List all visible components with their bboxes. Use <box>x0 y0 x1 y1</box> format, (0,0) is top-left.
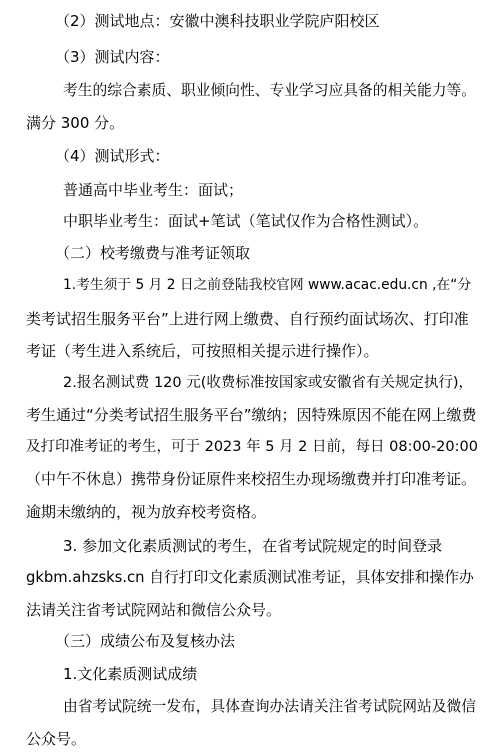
paragraph-line: 逾期未缴纳的，视为放弃校考资格。 <box>26 503 267 521</box>
paragraph-line: 1.文化素质测试成绩 <box>63 665 198 683</box>
paragraph-line: 中职毕业考生：面试+笔试（笔试仅作为合格性测试）。 <box>63 212 429 230</box>
paragraph-line: 法请关注省考试院网站和微信公众号。 <box>26 601 282 619</box>
paragraph-line: 普通高中毕业考生：面试； <box>63 181 244 199</box>
paragraph-line: 及打印准考证的考生，可于 2023 年 5 月 2 日前，每日 08:00-20:00 <box>26 439 478 455</box>
paragraph-line: （中午不休息）携带身份证原件来校招生办现场缴费并打印准考证。 <box>26 470 477 488</box>
paragraph-line: 满分 300 分。 <box>26 114 125 132</box>
paragraph-line: 3. 参加文化素质测试的考生，在省考试院规定的时间登录 <box>63 537 443 555</box>
paragraph-line: 由省考试院统一发布，具体查询办法请关注省考试院网站及微信 <box>63 698 476 715</box>
paragraph-line: 2.报名测试费 120 元(收费标准按国家或安徽省有关规定执行)， <box>63 375 474 391</box>
paragraph-line: 公众号。 <box>26 730 87 748</box>
section-item-test-content: （3）测试内容： <box>55 48 170 66</box>
paragraph-line: 类考试招生服务平台”上进行网上缴费、自行预约面试场次、打印准 <box>26 310 469 328</box>
paragraph-line: 考生的综合素质、职业倾向性、专业学习应具备的相关能力等。 <box>63 82 476 99</box>
paragraph-line: 考生通过“分类考试招生服务平台”缴纳；因特殊原因不能在网上缴费 <box>26 406 477 424</box>
paragraph-line: 1.考生须于 5 月 2 日之前登陆我校官网 www.acac.edu.cn ,在“分 <box>63 277 472 293</box>
paragraph-line: 考证（考生进入系统后，可按照相关提示进行操作）。 <box>26 342 379 360</box>
section-heading-results: （三）成绩公布及复核办法 <box>55 632 236 650</box>
section-item-test-location: （2）测试地点：安徽中澳科技职业学院庐阳校区 <box>55 12 380 30</box>
section-item-test-form: （4）测试形式： <box>55 147 170 165</box>
paragraph-line: gkbm.ahzsks.cn 自行打印文化素质测试准考证，具体安排和操作办 <box>26 569 474 586</box>
section-heading-fees: （二）校考缴费与准考证领取 <box>55 244 251 262</box>
